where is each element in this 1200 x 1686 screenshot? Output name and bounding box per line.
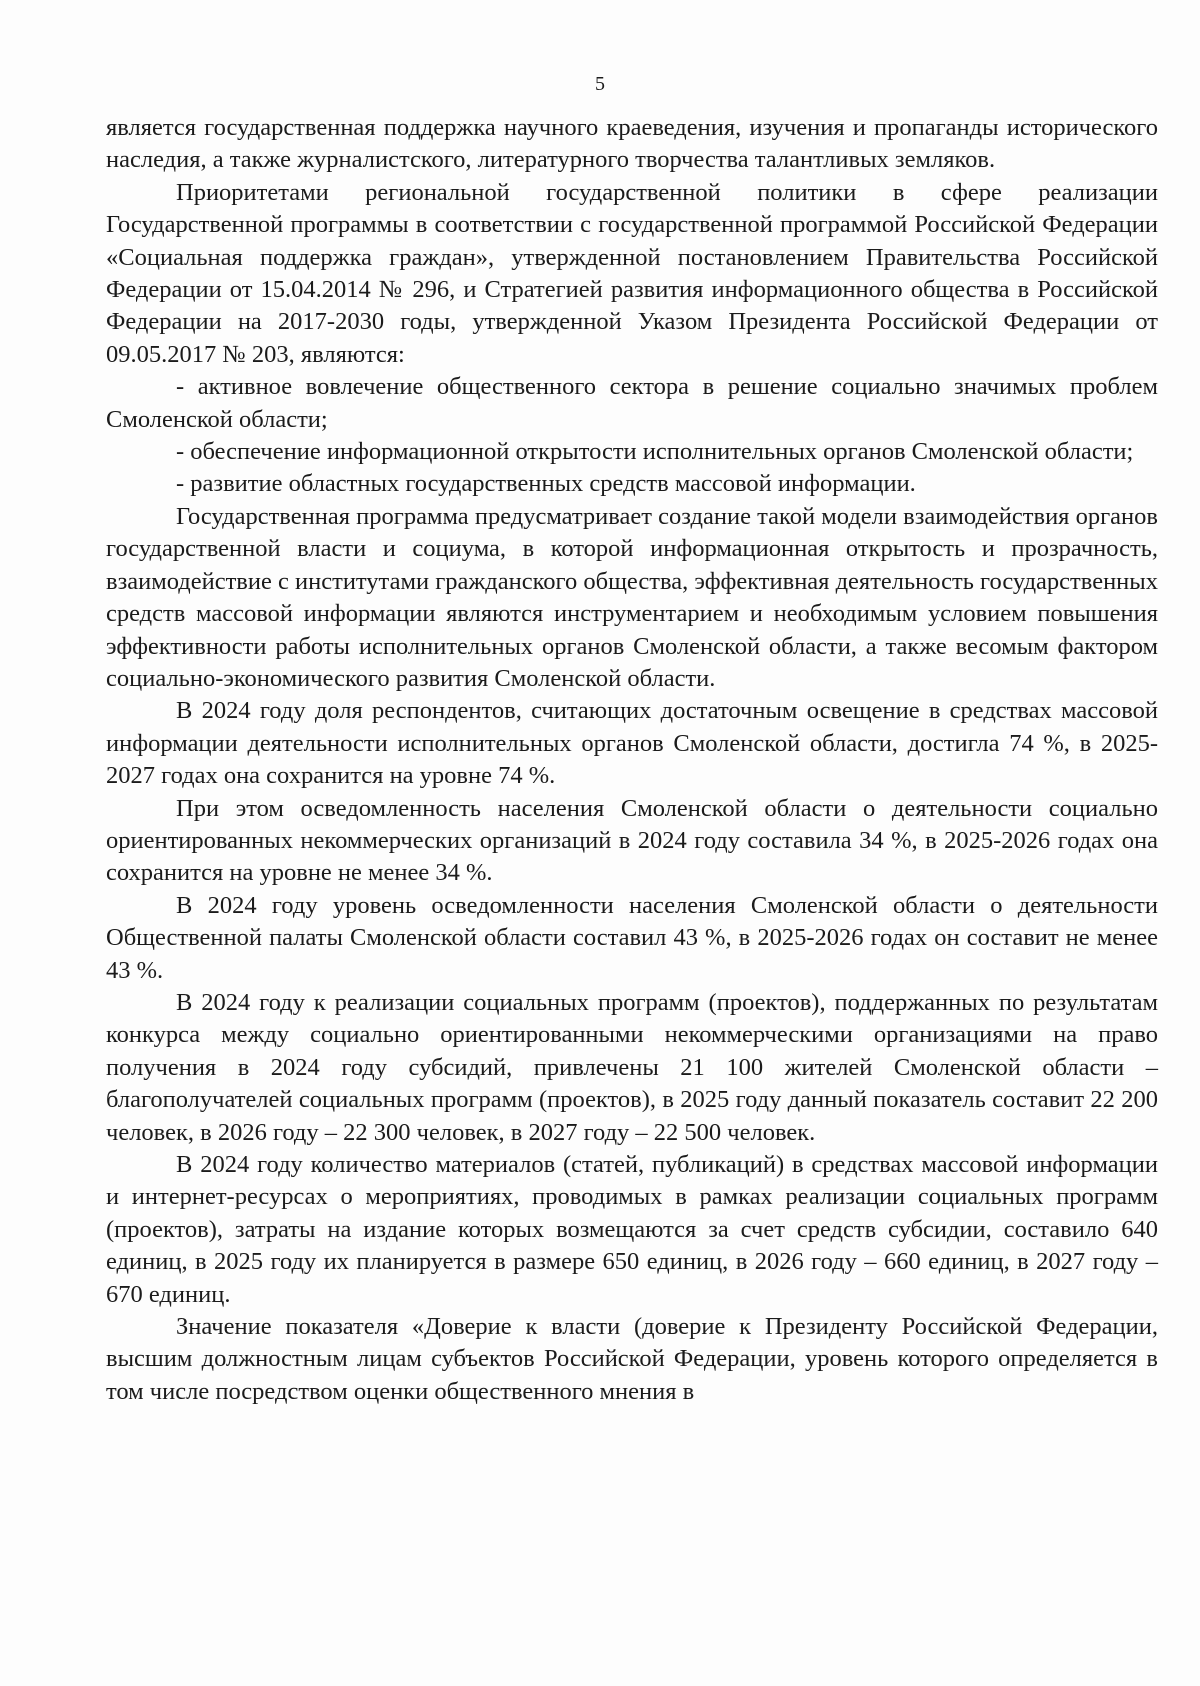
paragraph-1: является государственная поддержка научного краеведения, изучения и пропаганды исторического наследия, а также журналистского, литературного творчества талантливых земляков. bbox=[106, 114, 1158, 174]
paragraph-7: В 2024 году к реализации социальных программ (проектов), поддержанных по результатам конкурса между социально ориентированными некоммерческими организациями на право получения в 2024 году субсидий, привлечены 21 100 жителей Смоленской области – благополучателей социальных программ (проектов), в 2025 году данный показатель составит 22 200 человек, в 2026 году – 22 300 человек, в 2027 году – 22 500 человек. bbox=[106, 988, 1158, 1146]
paragraph-2: Приоритетами региональной государственной политики в сфере реализации Государственной программы в соответствии с государственной программой Российской Федерации «Социальная поддержка граждан», утвержденной постановлением Правительства Российской Федерации от 15.04.2014 № 296, и Стратегией развития информационного общества в Российской Федерации на 2017-2030 годы, утвержденной Указом Президента Российской Федерации от 09.05.2017 № 203, являются: bbox=[106, 178, 1158, 368]
paragraph-3: Государственная программа предусматривает создание такой модели взаимодействия органов государственной власти и социума, в которой информационная открытость и прозрачность, взаимодействие с институтами гражданского общества, эффективная деятельность государственных средств массовой информации являются инструментарием и необходимым условием повышения эффективности работы исполнительных органов Смоленской области, а также весомым фактором социально-экономического развития Смоленской области. bbox=[106, 502, 1158, 692]
body-text bbox=[106, 112, 1158, 1408]
list-item-2: - обеспечение информационной открытости исполнительных органов Смоленской области; bbox=[176, 438, 1134, 466]
paragraph-4: В 2024 году доля респондентов, считающих достаточным освещение в средствах массовой информации деятельности исполнительных органов Смоленской области, достигла 74 %, в 2025-2027 годах она сохранится на уровне 74 %. bbox=[106, 697, 1158, 790]
list-item-1: - активное вовлечение общественного сектора в решение социально значимых проблем Смоленской области; bbox=[106, 373, 1158, 433]
paragraph-6: В 2024 году уровень осведомленности населения Смоленской области о деятельности Общественной палаты Смоленской области составил 43 %, в 2025-2026 годах он составит не менее 43 %. bbox=[106, 891, 1158, 984]
paragraph-9: Значение показателя «Доверие к власти (доверие к Президенту Российской Федерации, высшим должностным лицам субъектов Российской Федерации, уровень которого определяется в том числе посредством оценки общественного мнения в bbox=[106, 1313, 1158, 1405]
paragraph-5: При этом осведомленность населения Смоленской области о деятельности социально ориентированных некоммерческих организаций в 2024 году составила 34 %, в 2025-2026 годах она сохранится на уровне не менее 34 %. bbox=[106, 794, 1158, 887]
page-number: 5 bbox=[595, 73, 605, 95]
paragraph-8: В 2024 году количество материалов (статей, публикаций) в средствах массовой информации и интернет-ресурсах о мероприятиях, проводимых в рамках реализации социальных программ (проектов), затраты на издание которых возмещаются за счет средств субсидии, составило 640 единиц, в 2025 году их планируется в размере 650 единиц, в 2026 году – 660 единиц, в 2027 году – 670 единиц. bbox=[106, 1151, 1158, 1308]
list-item-3: - развитие областных государственных средств массовой информации. bbox=[176, 470, 916, 498]
